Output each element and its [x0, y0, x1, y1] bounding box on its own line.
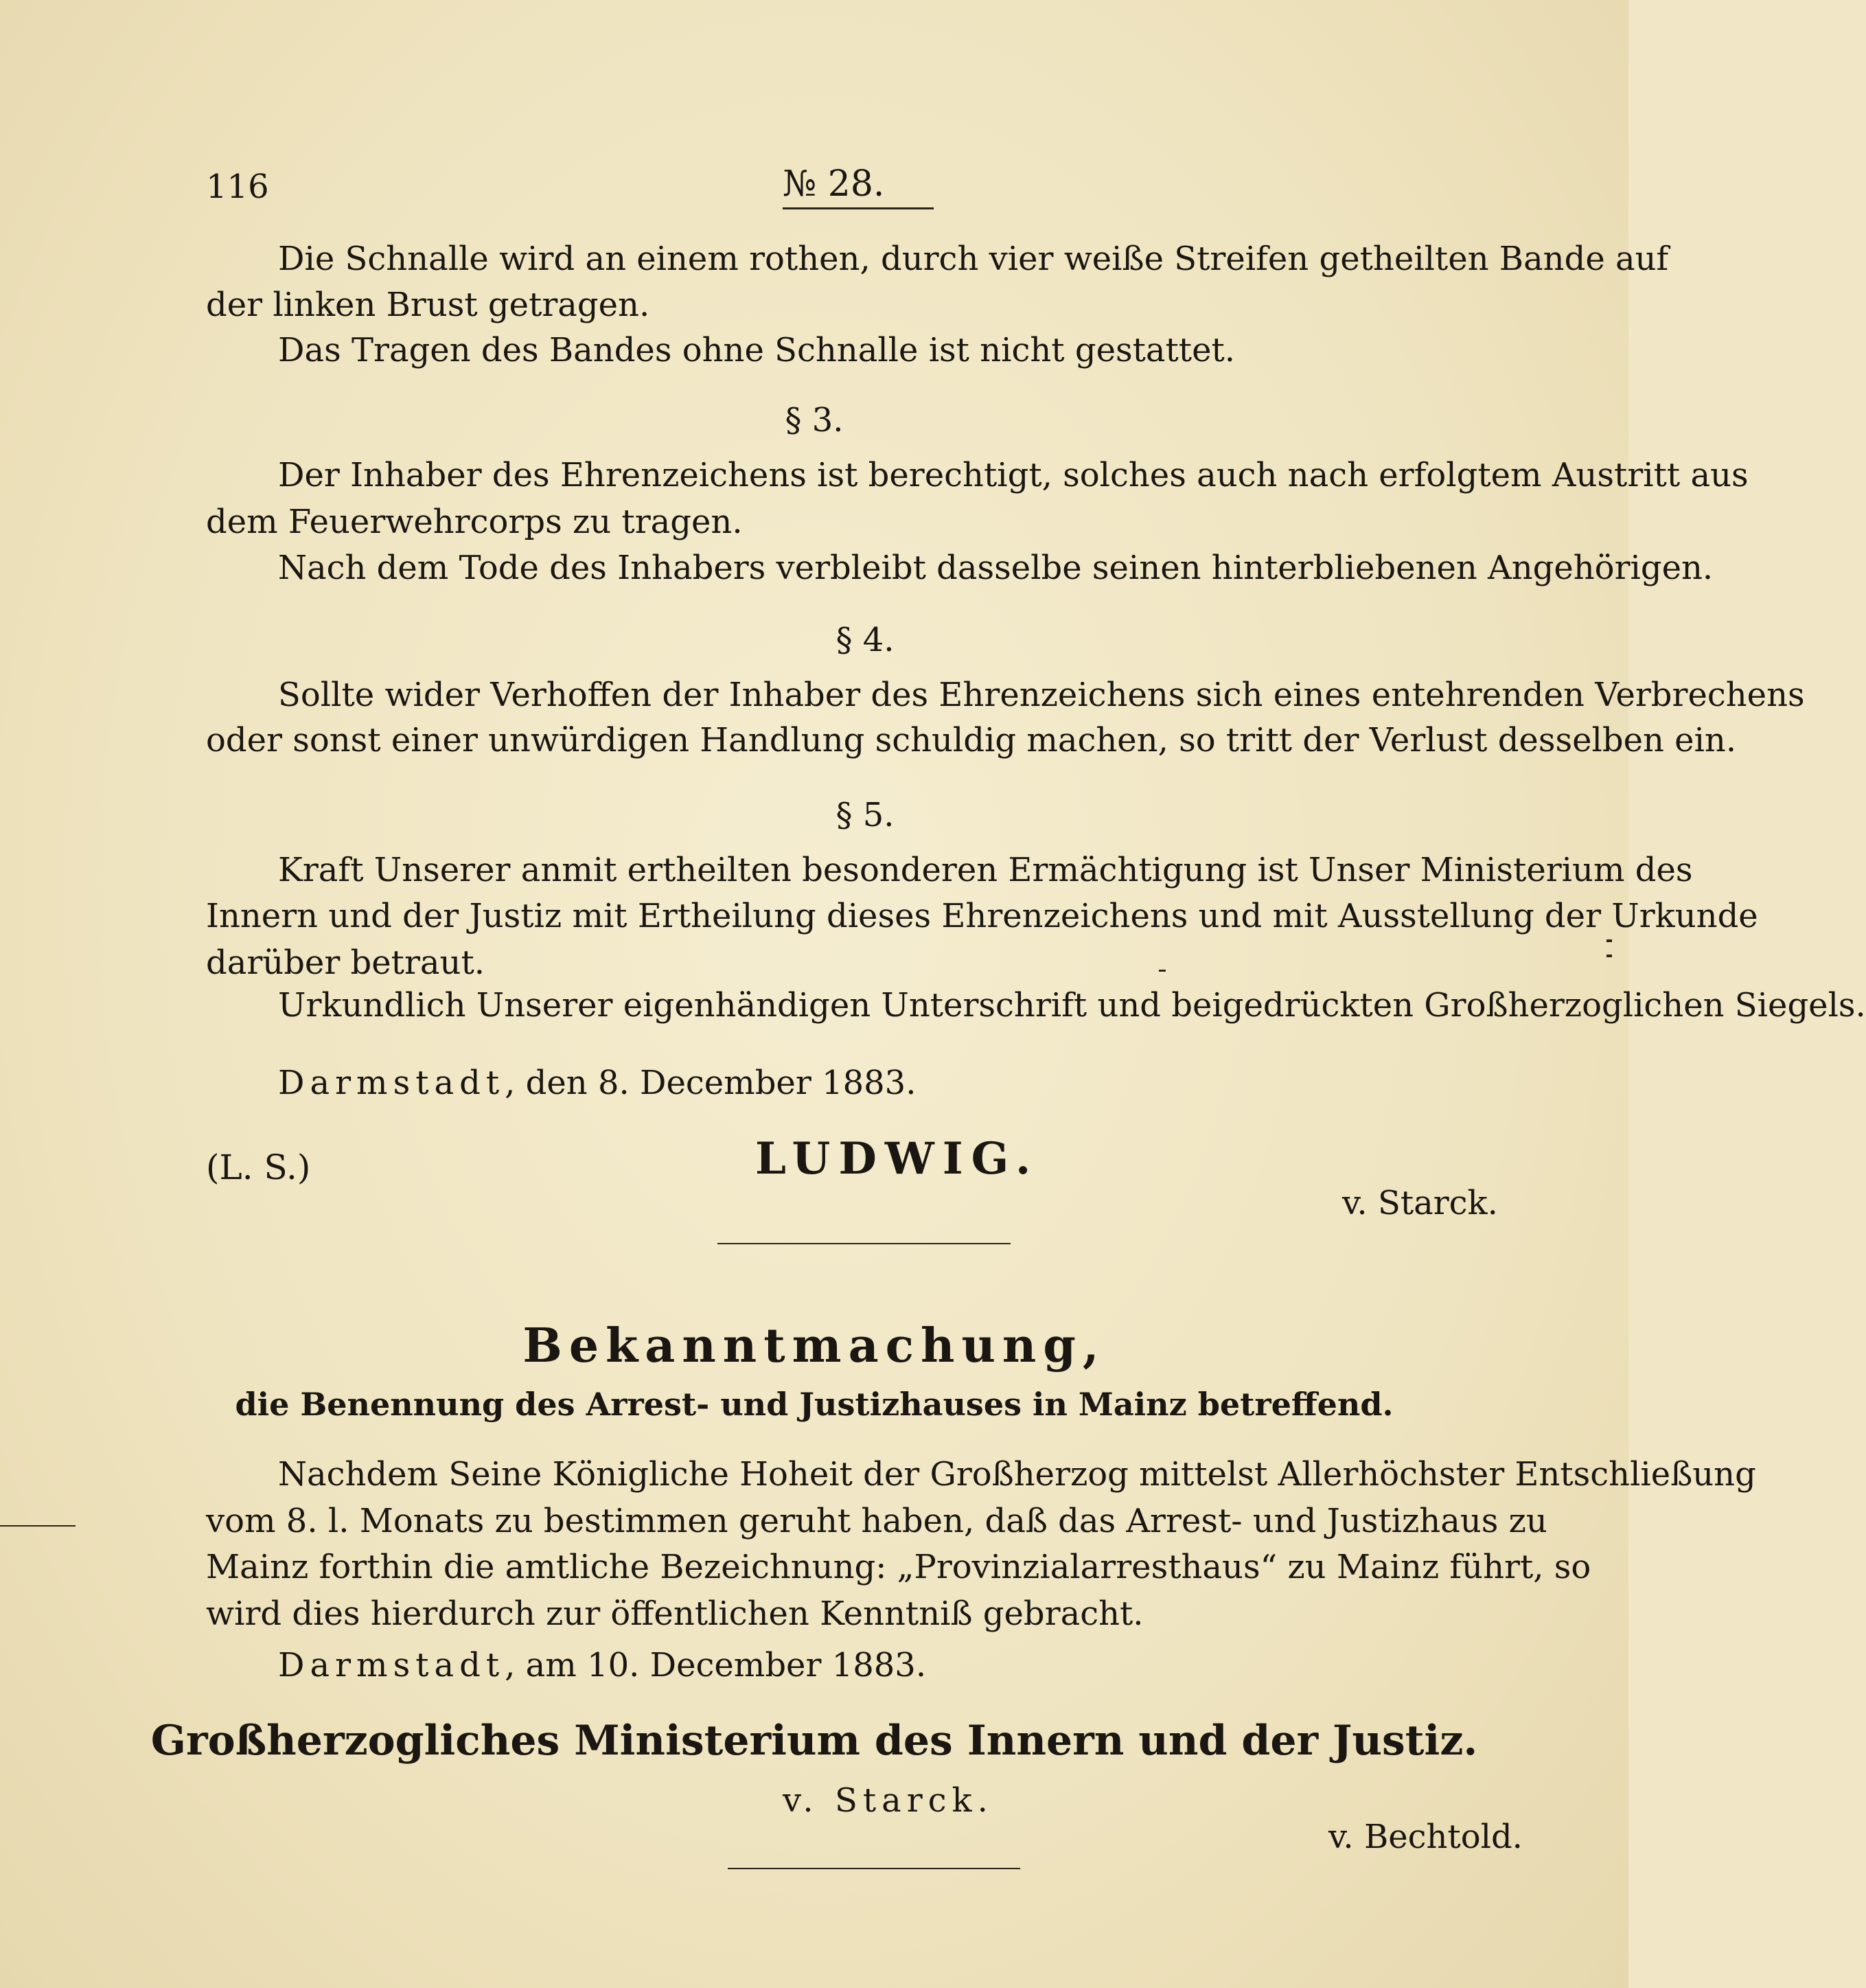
issue-underline	[783, 207, 934, 209]
margin-mark	[0, 1525, 76, 1527]
paragraph-line: vom 8. l. Monats zu bestimmen geruht haben, daß das Arrest- und Justizhaus zu	[206, 1502, 1547, 1540]
paragraph-line: Kraft Unserer anmit ertheilten besonderen Ermächtigung ist Unser Ministerium des	[278, 851, 1693, 889]
page-number: 116	[206, 168, 269, 206]
announcement-date	[278, 1643, 926, 1687]
paragraph-line: der linken Brust getragen.	[206, 286, 650, 324]
paragraph-line: Nach dem Tode des Inhabers verbleibt dasselbe seinen hinterbliebenen Angehörigen.	[278, 549, 1714, 587]
decree-place: Darmstadt	[278, 1064, 505, 1102]
margin-mark	[1606, 955, 1612, 957]
decree-date	[278, 1061, 916, 1105]
paragraph-line: Die Schnalle wird an einem rothen, durch vier weiße Streifen getheilten Bande auf	[278, 240, 1669, 278]
paragraph-line: Innern und der Justiz mit Ertheilung dieses Ehrenzeichens und mit Ausstellung der Urkunde	[206, 897, 1758, 935]
paragraph-line: Sollte wider Verhoffen der Inhaber des Ehrenzeichens sich eines entehrenden Verbrechens	[278, 676, 1805, 714]
paragraph-line: Der Inhaber des Ehrenzeichens ist berechtigt, solches auch nach erfolgtem Austritt aus	[278, 456, 1749, 494]
paragraph-line: Urkundlich Unserer eigenhändigen Unterschrift und beigedrückten Großherzoglichen Siegels.	[278, 986, 1866, 1025]
section-title: § 3.	[785, 401, 844, 439]
ministry-name: Großherzogliches Ministerium des Innern und der Justiz.	[150, 1717, 1478, 1765]
announcement-place: Darmstadt	[278, 1646, 505, 1684]
paragraph-line: Mainz forthin die amtliche Bezeichnung: „Provinzialarresthaus“ zu Mainz führt, so	[206, 1548, 1591, 1586]
paragraph-line: oder sonst einer unwürdigen Handlung schuldig machen, so tritt der Verlust desselben ein.	[206, 721, 1737, 759]
announcement-date-rest: , am 10. December 1883.	[505, 1646, 927, 1684]
decree-date-rest: , den 8. December 1883.	[505, 1064, 917, 1102]
paragraph-line: Nachdem Seine Königliche Hoheit der Großherzog mittelst Allerhöchster Entschließung	[278, 1455, 1756, 1494]
announcement-subtitle: die Benennung des Arrest- und Justizhauses in Mainz betreffend.	[235, 1386, 1394, 1423]
paragraph-line: Das Tragen des Bandes ohne Schnalle ist nicht gestattet.	[278, 331, 1236, 369]
countersignature: v. Starck.	[1342, 1184, 1498, 1222]
end-divider	[728, 1868, 1020, 1869]
issue-number: № 28.	[783, 163, 885, 205]
section-divider	[717, 1243, 1011, 1244]
paragraph-line: wird dies hierdurch zur öffentlichen Kenntniß gebracht.	[206, 1595, 1144, 1633]
signer-bechtold: v. Bechtold.	[1328, 1818, 1523, 1856]
paragraph-line: dem Feuerwehrcorps zu tragen.	[206, 503, 743, 541]
paragraph-line: darüber betraut.	[206, 944, 485, 982]
announcement-title: Bekanntmachung,	[522, 1318, 1106, 1373]
section-title: § 4.	[836, 621, 895, 659]
signer-starck: v. Starck.	[783, 1781, 993, 1820]
seal-mark: (L. S.)	[206, 1147, 311, 1187]
margin-mark	[1606, 939, 1612, 942]
sovereign-signature: LUDWIG.	[755, 1133, 1039, 1185]
ink-speck	[1159, 970, 1166, 972]
section-title: § 5.	[836, 796, 895, 834]
